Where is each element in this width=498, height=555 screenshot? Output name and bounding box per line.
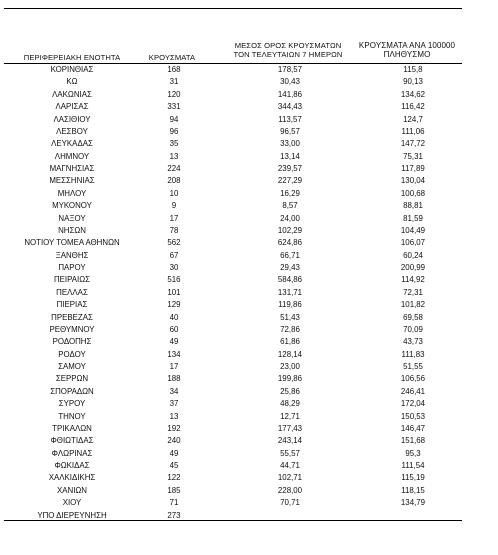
seven-day-average-cell: 48,29 [280, 399, 300, 409]
per-100000-cell: 134,62 [400, 89, 426, 99]
per-100000-cell: 60,24 [403, 250, 423, 260]
table-row [4, 89, 460, 101]
table-row [4, 361, 460, 373]
table-row [4, 411, 460, 423]
cases-cell: 273 [167, 510, 181, 520]
seven-day-average-cell: 70,71 [280, 498, 300, 508]
per-100000-cell: 147,72 [400, 139, 426, 149]
table-row [4, 237, 460, 249]
per-100000-cell: 151,68 [400, 436, 426, 446]
per-100000-cell: 118,15 [401, 485, 425, 495]
cases-cell: 168 [167, 65, 181, 74]
cases-cell: 9 [171, 201, 177, 211]
seven-day-average-cell: 102,29 [277, 225, 303, 235]
per-100000-cell: 70,09 [403, 324, 423, 334]
seven-day-average-cell: 131,71 [277, 287, 303, 297]
table-row [4, 423, 460, 435]
header-per-line1: ΚΡΟΥΣΜΑΤΑ ΑΝΑ 100000 [358, 41, 456, 50]
seven-day-average-cell: 199,86 [277, 374, 303, 384]
header-avg-line2: ΤΟΝ ΤΕΛΕΥΤΑΙΩΝ 7 ΗΜΕΡΩΝ [233, 50, 343, 59]
per-100000-cell: 146,47 [400, 423, 426, 433]
table-row [4, 64, 460, 76]
seven-day-average-cell: 113,57 [278, 114, 302, 124]
table-row [4, 101, 460, 113]
region-name-cell: ΜΑΓΝΗΣΙΑΣ [49, 164, 95, 173]
region-name-cell: ΠΙΕΡΙΑΣ [56, 300, 88, 310]
cases-cell: 94 [169, 114, 179, 124]
per-100000-cell: 88,81 [403, 201, 423, 211]
table-row [4, 448, 460, 460]
per-100000-cell: 246,41 [400, 386, 426, 396]
cases-cell: 562 [167, 238, 181, 248]
per-100000-cell: 134,79 [400, 498, 426, 508]
region-name-cell: ΠΑΡΟΥ [58, 263, 86, 272]
region-name-cell: ΛΑΣΙΘΙΟΥ [53, 114, 91, 124]
cases-cell: 122 [167, 473, 181, 483]
cases-cell: 34 [169, 386, 179, 396]
cases-cell: 17 [169, 362, 179, 371]
cases-cell: 35 [169, 139, 179, 149]
per-100000-cell: 95,3 [405, 448, 421, 458]
table-row [4, 225, 460, 237]
seven-day-average-cell: 119,86 [278, 300, 302, 310]
table-row [4, 250, 460, 262]
region-name-cell: ΝΑΞΟΥ [58, 213, 86, 223]
per-100000-cell: 115,8 [403, 65, 423, 74]
region-name-cell: ΜΕΣΣΗΝΙΑΣ [49, 176, 95, 186]
per-100000-cell: 200,99 [400, 263, 426, 272]
cases-cell: 192 [167, 423, 181, 433]
cases-cell: 13 [169, 151, 179, 161]
region-name-cell: ΞΑΝΘΗΣ [55, 250, 89, 260]
table-row [4, 336, 460, 348]
seven-day-average-cell: 29,43 [280, 263, 300, 272]
region-name-cell: ΧΑΝΙΩΝ [56, 485, 87, 495]
seven-day-average-cell: 25,86 [280, 386, 300, 396]
per-100000-cell: 172,04 [400, 399, 426, 409]
region-name-cell: ΠΕΛΛΑΣ [56, 287, 88, 297]
region-name-cell: ΧΙΟΥ [62, 498, 82, 508]
region-name-cell: ΝΟΤΙΟΥ ΤΟΜΕΑ ΑΘΗΝΩΝ [24, 238, 120, 248]
bottom-rule [4, 520, 462, 521]
seven-day-average-cell: 8,57 [282, 201, 298, 211]
per-100000-cell: 150,53 [400, 411, 426, 421]
cases-cell: 240 [167, 436, 181, 446]
per-100000-cell: 81,59 [403, 213, 423, 223]
region-name-cell: ΜΗΛΟΥ [57, 188, 87, 198]
region-name-cell: ΡΟΔΟΥ [58, 349, 86, 359]
region-name-cell: ΦΛΩΡΙΝΑΣ [51, 448, 93, 458]
table-row [4, 472, 460, 484]
seven-day-average-cell: 102,71 [277, 473, 303, 483]
cases-cell: 516 [167, 275, 181, 285]
region-name-cell: ΦΘΙΩΤΙΔΑΣ [50, 436, 94, 446]
seven-day-average-cell: 33,00 [280, 139, 300, 149]
region-name-cell: ΛΑΚΩΝΙΑΣ [52, 89, 92, 99]
seven-day-average-cell: 177,43 [277, 423, 303, 433]
table-row [4, 287, 460, 299]
cases-cell: 10 [169, 188, 179, 198]
seven-day-average-cell: 243,14 [277, 436, 303, 446]
table-row [4, 349, 460, 361]
seven-day-average-cell: 239,57 [277, 164, 303, 173]
cases-cell: 37 [169, 399, 179, 409]
region-name-cell: ΜΥΚΟΝΟΥ [52, 201, 92, 211]
table-row [4, 299, 460, 311]
cases-cell: 49 [169, 448, 179, 458]
seven-day-average-cell: 178,57 [277, 65, 303, 74]
region-name-cell: ΛΑΡΙΣΑΣ [55, 102, 89, 112]
per-100000-cell: 116,42 [401, 102, 425, 112]
table-row [4, 175, 460, 187]
seven-day-average-cell: 51,43 [280, 312, 300, 322]
per-100000-cell: 115,19 [401, 473, 425, 483]
seven-day-average-cell: 24,00 [280, 213, 300, 223]
table-row [4, 497, 460, 509]
region-name-cell: ΣΑΜΟΥ [58, 362, 86, 371]
cases-cell: 67 [169, 250, 179, 260]
cases-cell: 49 [169, 337, 179, 347]
region-name-cell: ΣΠΟΡΑΔΩΝ [50, 386, 94, 396]
per-100000-cell: 90,13 [403, 77, 423, 87]
seven-day-average-cell: 55,57 [280, 448, 300, 458]
region-name-cell: ΛΕΣΒΟΥ [56, 126, 88, 136]
cases-cell: 134 [167, 349, 181, 359]
cases-cell: 31 [169, 77, 179, 87]
seven-day-average-cell: 66,71 [280, 250, 300, 260]
seven-day-average-cell: 44,71 [280, 461, 300, 470]
cases-cell: 101 [167, 287, 181, 297]
cases-cell: 78 [169, 225, 179, 235]
seven-day-average-cell: 584,86 [277, 275, 303, 285]
seven-day-average-cell: 72,86 [280, 324, 300, 334]
table-row [4, 151, 460, 163]
cases-cell: 129 [167, 300, 181, 310]
seven-day-average-cell: 30,43 [280, 77, 300, 87]
table-row [4, 386, 460, 398]
cases-cell: 30 [169, 263, 179, 272]
region-name-cell: ΧΑΛΚΙΔΙΚΗΣ [48, 473, 96, 483]
per-100000-cell: 117,89 [401, 164, 425, 173]
table-row [4, 213, 460, 225]
cases-cell: 40 [169, 312, 179, 322]
region-name-cell: ΡΟΔΟΠΗΣ [52, 337, 92, 347]
cases-cell: 60 [169, 324, 179, 334]
region-name-cell: ΤΡΙΚΑΛΩΝ [52, 423, 92, 433]
per-100000-cell: 130,04 [400, 176, 426, 186]
cases-cell: 188 [167, 374, 181, 384]
header-per-100000 [356, 41, 458, 59]
header-region: ΠΕΡΙΦΕΡΕΙΑΚΗ ΕΝΟΤΗΤΑ [23, 53, 121, 62]
per-100000-cell: 100,68 [400, 188, 426, 198]
per-100000-cell: 111,06 [401, 126, 425, 136]
cases-cell: 331 [167, 102, 181, 112]
table-row [4, 398, 460, 410]
cases-cell: 71 [169, 498, 179, 508]
region-name-cell: ΚΩ [66, 77, 78, 87]
per-100000-cell: 111,54 [401, 461, 425, 470]
table-row [4, 373, 460, 385]
seven-day-average-cell: 23,00 [280, 362, 300, 371]
cases-cell: 13 [169, 411, 179, 421]
table-row [4, 138, 460, 150]
table-row [4, 312, 460, 324]
table-row [4, 114, 460, 126]
region-name-cell: ΚΟΡΙΝΘΙΑΣ [50, 65, 94, 74]
region-name-cell: ΠΡΕΒΕΖΑΣ [51, 312, 93, 322]
table-row [4, 262, 460, 274]
seven-day-average-cell: 344,43 [277, 102, 303, 112]
region-name-cell: ΤΗΝΟΥ [58, 411, 86, 421]
table-row [4, 188, 460, 200]
per-100000-cell: 124,7 [403, 114, 423, 124]
per-100000-cell: 69,58 [403, 312, 423, 322]
header-cases: ΚΡΟΥΣΜΑΤΑ [148, 53, 196, 62]
region-name-cell: ΦΩΚΙΔΑΣ [54, 461, 90, 470]
region-name-cell: ΛΕΥΚΑΔΑΣ [51, 139, 93, 149]
table-row [4, 200, 460, 212]
table-row [4, 435, 460, 447]
per-100000-cell: 72,31 [403, 287, 423, 297]
table-row [4, 76, 460, 88]
seven-day-average-cell: 12,71 [280, 411, 300, 421]
table-row [4, 126, 460, 138]
per-100000-cell: 43,73 [403, 337, 423, 347]
cases-cell: 185 [167, 485, 181, 495]
cases-cell: 17 [169, 213, 179, 223]
cases-cell: 120 [167, 89, 181, 99]
table-row [4, 460, 460, 472]
region-name-cell: ΠΕΙΡΑΙΩΣ [53, 275, 91, 285]
per-100000-cell: 114,92 [401, 275, 425, 285]
seven-day-average-cell: 13,14 [280, 151, 300, 161]
region-name-cell: ΥΠΟ ΔΙΕΡΕΥΝΗΣΗ [37, 510, 107, 520]
cases-cell: 96 [169, 126, 179, 136]
header-avg-line1: ΜΕΣΟΣ ΟΡΟΣ ΚΡΟΥΣΜΑΤΩΝ [234, 41, 342, 50]
per-100000-cell: 75,31 [403, 151, 423, 161]
cases-cell: 208 [167, 176, 181, 186]
seven-day-average-cell: 227,29 [277, 176, 303, 186]
seven-day-average-cell: 141,86 [277, 89, 303, 99]
per-100000-cell: 111,83 [401, 349, 425, 359]
region-name-cell: ΛΗΜΝΟΥ [54, 151, 90, 161]
header-per-line2: ΠΛΗΘΥΣΜΟ [383, 50, 431, 59]
seven-day-average-cell: 96,57 [280, 126, 300, 136]
per-100000-cell: 106,56 [400, 374, 426, 384]
cases-cell: 45 [169, 461, 179, 470]
per-100000-cell: 51,55 [403, 362, 423, 371]
region-name-cell: ΣΥΡΟΥ [58, 399, 86, 409]
region-name-cell: ΡΕΘΥΜΝΟΥ [49, 324, 95, 334]
table-row [4, 163, 460, 175]
per-100000-cell: 104,49 [400, 225, 426, 235]
table-row [4, 485, 460, 497]
region-name-cell: ΝΗΣΩΝ [58, 225, 86, 235]
top-rule [4, 8, 462, 9]
seven-day-average-cell: 624,86 [277, 238, 303, 248]
table-row [4, 324, 460, 336]
region-name-cell: ΣΕΡΡΩΝ [55, 374, 89, 384]
cases-cell: 224 [167, 164, 181, 173]
seven-day-average-cell: 128,14 [277, 349, 303, 359]
seven-day-average-cell: 61,86 [280, 337, 300, 347]
seven-day-average-cell: 228,00 [277, 485, 303, 495]
cases-table [4, 64, 460, 522]
seven-day-average-cell: 16,29 [280, 188, 300, 198]
table-row [4, 274, 460, 286]
per-100000-cell: 106,07 [400, 238, 426, 248]
per-100000-cell: 101,82 [400, 300, 426, 310]
header-seven-day-average [222, 41, 354, 59]
